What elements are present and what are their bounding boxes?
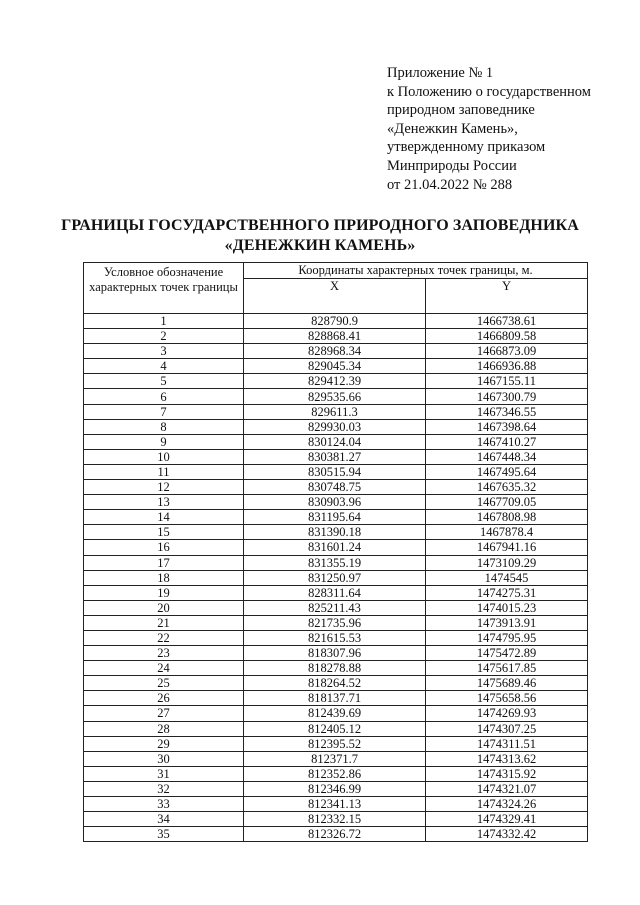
- x-coordinate-cell: 830381.27: [244, 449, 426, 464]
- x-coordinate-cell: 818307.96: [244, 646, 426, 661]
- y-coordinate-cell: 1474015.23: [426, 600, 588, 615]
- point-number-cell: 19: [84, 585, 244, 600]
- y-coordinate-cell: 1474545: [426, 570, 588, 585]
- point-number-cell: 21: [84, 615, 244, 630]
- appendix-line: Минприроды России: [387, 157, 517, 174]
- table-row: [84, 525, 588, 540]
- x-coordinate-cell: 830124.04: [244, 434, 426, 449]
- x-coordinate-cell: 812332.15: [244, 812, 426, 827]
- x-coordinate-cell: 831390.18: [244, 525, 426, 540]
- x-coordinate-cell: 829412.39: [244, 374, 426, 389]
- y-coordinate-cell: 1473109.29: [426, 555, 588, 570]
- y-coordinate-cell: 1474275.31: [426, 585, 588, 600]
- point-number-cell: 15: [84, 525, 244, 540]
- table-row: [84, 797, 588, 812]
- x-coordinate-cell: 831355.19: [244, 555, 426, 570]
- table-row: [84, 661, 588, 676]
- point-number-cell: 14: [84, 510, 244, 525]
- point-number-cell: 5: [84, 374, 244, 389]
- table-row: [84, 570, 588, 585]
- table-row: [84, 404, 588, 419]
- document-title: [20, 216, 620, 256]
- y-coordinate-cell: 1467398.64: [426, 419, 588, 434]
- point-number-cell: 17: [84, 555, 244, 570]
- table-row: [84, 464, 588, 479]
- table-row: [84, 419, 588, 434]
- point-number-cell: 11: [84, 464, 244, 479]
- x-coordinate-cell: 830748.75: [244, 480, 426, 495]
- appendix-line: «Денежкин Камень»,: [387, 120, 518, 137]
- y-coordinate-cell: 1474269.93: [426, 706, 588, 721]
- point-number-cell: 4: [84, 359, 244, 374]
- x-coordinate-cell: 828868.41: [244, 329, 426, 344]
- table-row: [84, 344, 588, 359]
- appendix-line: Приложение № 1: [387, 65, 494, 81]
- y-coordinate-cell: 1475658.56: [426, 691, 588, 706]
- table-row: [84, 540, 588, 555]
- x-coordinate-cell: 828311.64: [244, 585, 426, 600]
- y-coordinate-cell: 1467155.11: [426, 374, 588, 389]
- x-coordinate-cell: 831195.64: [244, 510, 426, 525]
- x-coordinate-cell: 831601.24: [244, 540, 426, 555]
- table-row: [84, 434, 588, 449]
- x-coordinate-cell: 821615.53: [244, 630, 426, 645]
- x-coordinate-cell: 830515.94: [244, 464, 426, 479]
- y-coordinate-cell: 1474324.26: [426, 797, 588, 812]
- y-coordinate-cell: 1474307.25: [426, 721, 588, 736]
- point-number-cell: 34: [84, 812, 244, 827]
- table-row: [84, 389, 588, 404]
- point-number-cell: 20: [84, 600, 244, 615]
- x-coordinate-cell: 829930.03: [244, 419, 426, 434]
- y-coordinate-cell: 1474313.62: [426, 751, 588, 766]
- table-row: [84, 646, 588, 661]
- table-row: [84, 555, 588, 570]
- y-coordinate-cell: 1475472.89: [426, 646, 588, 661]
- table-row: [84, 374, 588, 389]
- title-line-1: ГРАНИЦЫ ГОСУДАРСТВЕННОГО ПРИРОДНОГО ЗАПОВЕДНИКА: [61, 217, 579, 234]
- point-number-cell: 1: [84, 314, 244, 329]
- y-coordinate-cell: 1475617.85: [426, 661, 588, 676]
- appendix-line: утвержденному приказом: [387, 139, 546, 156]
- x-coordinate-cell: 812405.12: [244, 721, 426, 736]
- x-coordinate-cell: 812439.69: [244, 706, 426, 721]
- table-row: [84, 676, 588, 691]
- table-row: [84, 766, 588, 781]
- table-row: [84, 600, 588, 615]
- point-number-cell: 9: [84, 434, 244, 449]
- table-row: [84, 736, 588, 751]
- table-row: [84, 721, 588, 736]
- table-row: [84, 781, 588, 796]
- y-coordinate-cell: 1467448.34: [426, 449, 588, 464]
- point-number-cell: 32: [84, 781, 244, 796]
- y-coordinate-cell: 1467346.55: [426, 404, 588, 419]
- x-coordinate-cell: 818264.52: [244, 676, 426, 691]
- x-coordinate-cell: 829535.66: [244, 389, 426, 404]
- point-number-cell: 29: [84, 736, 244, 751]
- point-number-cell: 22: [84, 630, 244, 645]
- point-number-cell: 27: [84, 706, 244, 721]
- point-number-cell: 12: [84, 480, 244, 495]
- appendix-line: от 21.04.2022 № 288: [387, 176, 513, 193]
- x-coordinate-cell: 812341.13: [244, 797, 426, 812]
- table-row: [84, 827, 588, 842]
- x-coordinate-cell: 829045.34: [244, 359, 426, 374]
- y-coordinate-cell: 1467808.98: [426, 510, 588, 525]
- x-coordinate-cell: 831250.97: [244, 570, 426, 585]
- point-number-cell: 18: [84, 570, 244, 585]
- table-row: [84, 630, 588, 645]
- table-row: [84, 510, 588, 525]
- y-coordinate-cell: 1467941.16: [426, 540, 588, 555]
- header-coordinates: Координаты характерных точек границы, м.: [244, 263, 588, 279]
- y-coordinate-cell: 1475689.46: [426, 676, 588, 691]
- x-coordinate-cell: 830903.96: [244, 495, 426, 510]
- y-coordinate-cell: 1467495.64: [426, 464, 588, 479]
- y-coordinate-cell: 1473913.91: [426, 615, 588, 630]
- point-number-cell: 3: [84, 344, 244, 359]
- table-row: [84, 706, 588, 721]
- y-coordinate-cell: 1466738.61: [426, 314, 588, 329]
- x-coordinate-cell: 812326.72: [244, 827, 426, 842]
- x-coordinate-cell: 821735.96: [244, 615, 426, 630]
- x-coordinate-cell: 818137.71: [244, 691, 426, 706]
- y-coordinate-cell: 1474315.92: [426, 766, 588, 781]
- y-coordinate-cell: 1467709.05: [426, 495, 588, 510]
- table-row: [84, 329, 588, 344]
- coordinates-table: [83, 262, 588, 842]
- point-number-cell: 13: [84, 495, 244, 510]
- point-number-cell: 16: [84, 540, 244, 555]
- x-coordinate-cell: 818278.88: [244, 661, 426, 676]
- table-row: [84, 812, 588, 827]
- x-coordinate-cell: 812395.52: [244, 736, 426, 751]
- y-coordinate-cell: 1474795.95: [426, 630, 588, 645]
- y-coordinate-cell: 1467878.4: [426, 525, 588, 540]
- y-coordinate-cell: 1467635.32: [426, 480, 588, 495]
- point-number-cell: 7: [84, 404, 244, 419]
- table-row: [84, 359, 588, 374]
- table-row: [84, 495, 588, 510]
- y-coordinate-cell: 1466873.09: [426, 344, 588, 359]
- table-row: [84, 585, 588, 600]
- title-line-2: «ДЕНЕЖКИН КАМЕНЬ»: [224, 237, 416, 254]
- y-coordinate-cell: 1466809.58: [426, 329, 588, 344]
- point-number-cell: 33: [84, 797, 244, 812]
- y-coordinate-cell: 1474332.42: [426, 827, 588, 842]
- y-coordinate-cell: 1467410.27: [426, 434, 588, 449]
- point-number-cell: 6: [84, 389, 244, 404]
- y-coordinate-cell: 1474329.41: [426, 812, 588, 827]
- point-number-cell: 2: [84, 329, 244, 344]
- x-coordinate-cell: 812346.99: [244, 781, 426, 796]
- point-number-cell: 23: [84, 646, 244, 661]
- table-row: [84, 314, 588, 329]
- point-number-cell: 24: [84, 661, 244, 676]
- y-coordinate-cell: 1474321.07: [426, 781, 588, 796]
- point-number-cell: 10: [84, 449, 244, 464]
- x-coordinate-cell: 828968.34: [244, 344, 426, 359]
- y-coordinate-cell: 1466936.88: [426, 359, 588, 374]
- point-number-cell: 30: [84, 751, 244, 766]
- point-number-cell: 25: [84, 676, 244, 691]
- point-number-cell: 28: [84, 721, 244, 736]
- x-coordinate-cell: 828790.9: [244, 314, 426, 329]
- x-coordinate-cell: 825211.43: [244, 600, 426, 615]
- appendix-header: [387, 64, 627, 194]
- y-coordinate-cell: 1467300.79: [426, 389, 588, 404]
- point-number-cell: 8: [84, 419, 244, 434]
- table-row: [84, 449, 588, 464]
- table-row: [84, 691, 588, 706]
- x-coordinate-cell: 812371.7: [244, 751, 426, 766]
- y-coordinate-cell: 1474311.51: [426, 736, 588, 751]
- header-x: X: [244, 278, 426, 313]
- point-number-cell: 31: [84, 766, 244, 781]
- appendix-line: к Положению о государственном: [387, 83, 591, 100]
- table-row: [84, 751, 588, 766]
- appendix-line: природном заповеднике: [387, 102, 535, 119]
- table-row: [84, 480, 588, 495]
- point-number-cell: 26: [84, 691, 244, 706]
- table-body: [84, 314, 588, 842]
- header-point-designation: Условное обозначение характерных точек границы: [84, 263, 244, 314]
- table-row: [84, 615, 588, 630]
- header-y: Y: [426, 278, 588, 313]
- x-coordinate-cell: 829611.3: [244, 404, 426, 419]
- point-number-cell: 35: [84, 827, 244, 842]
- x-coordinate-cell: 812352.86: [244, 766, 426, 781]
